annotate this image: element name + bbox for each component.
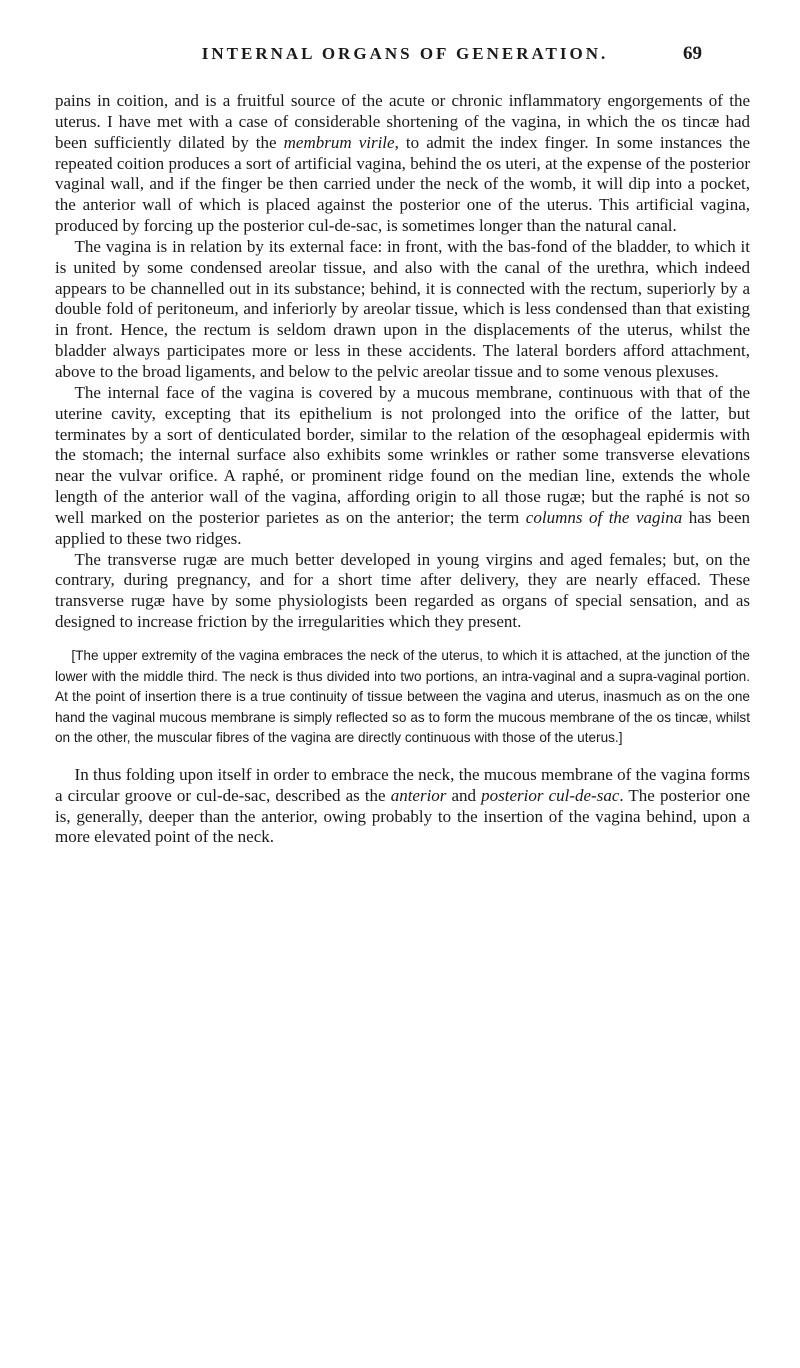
paragraph-text: has been applied to these two ridges. [55, 507, 750, 548]
paragraph-text: . The posterior one is, generally, deeper than the anterior, owing probably to the insertion of the vagina behind, upon a more elevated point of the neck. [55, 785, 751, 847]
italic-term: columns of the vagina [525, 507, 683, 527]
paragraph [55, 765, 750, 848]
paragraph-text: The internal face of the vagina is covered by a mucous membrane, continuous with that of the uterine cavity, excepting that its epithelium is not prolonged into the orifice of the latter, but terminates by a sort of denticulated border, similar to the relation of the œsophageal epidermis with the stomach; the internal surface also exhibits some wrinkles or rather some transverse elevations near the vulvar orifice. A raphé, or prominent ridge found on the median line, extends the whole length of the anterior wall of the vagina, affording origin to all those rugæ; but the raphé is not so well marked on the posterior parietes as on the anterior; the term [55, 382, 750, 527]
running-title: INTERNAL ORGANS OF GENERATION. [201, 44, 609, 63]
paragraph-text: pains in coition, and is a fruitful source of the acute or chronic inflammatory engorgements of the uterus. I have met with a case of considerable shortening of the vagina, in which the os tincæ had been sufficiently dilated by the [55, 91, 750, 152]
paragraph-text: and [446, 785, 482, 805]
paragraph: The vagina is in relation by its external face: in front, with the bas-fond of the bladder, to which it is united by some condensed areolar tissue, and also with the canal of the urethra, which indeed appears to be channelled out in its substance; behind, it is connected with the rectum, superiorly by a double fold of peritoneum, and inferiorly by areolar tissue, which is less condensed than that existing in front. Hence, the rectum is seldom drawn upon in the displacements of the uterus, whilst the bladder always participates more or less in these accidents. The lateral borders afford attachment, above to the broad ligaments, and below to the pelvic areolar tissue and to some venous plexuses. [55, 236, 750, 381]
bracketed-note: [The upper extremity of the vagina embraces the neck of the uterus, to which it is attached, at the junction of the lower with the middle third. The neck is thus divided into two portions, an intra-vaginal and a supra-vaginal portion. At the point of insertion there is a true continuity of tissue between the vagina and uterus, inasmuch as on the one hand the vaginal mucous membrane is simply reflected so as to form the mucous membrane of the os tincæ, whilst on the other, the muscular fibres of the vagina are directly continuous with those of the uterus.] [55, 647, 750, 746]
latin-term: membrum virile [283, 132, 395, 152]
italic-term: anterior [390, 785, 447, 805]
paragraph: The transverse rugæ are much better developed in young virgins and aged females; but, on the contrary, during pregnancy, and for a short time after delivery, they are nearly effaced. These transverse rugæ have by some physiologists been regarded as organs of special sensation, and as designed to increase friction by the irregularities which they present. [55, 549, 750, 632]
paragraph-text: In thus folding upon itself in order to embrace the neck, the mucous membrane of the vagina forms a circular groove or cul-de-sac, described as the [55, 764, 750, 805]
body-text [55, 91, 750, 848]
paragraph-continued [55, 91, 750, 237]
page-number: 69 [683, 43, 702, 64]
paragraph-text: , to admit the index finger. In some instances the repeated coition produces a sort of artificial vagina, behind the os uteri, at the expense of the posterior vaginal wall, and if the finger be then carried under the neck of the womb, it will dip into a pocket, the anterior wall of which is placed against the posterior one of the uterus. This artificial vagina, produced by forcing up the posterior cul-de-sac, is sometimes longer than the natural canal. [55, 132, 751, 236]
paragraph [55, 383, 750, 550]
italic-term: posterior cul-de-sac [481, 785, 620, 805]
